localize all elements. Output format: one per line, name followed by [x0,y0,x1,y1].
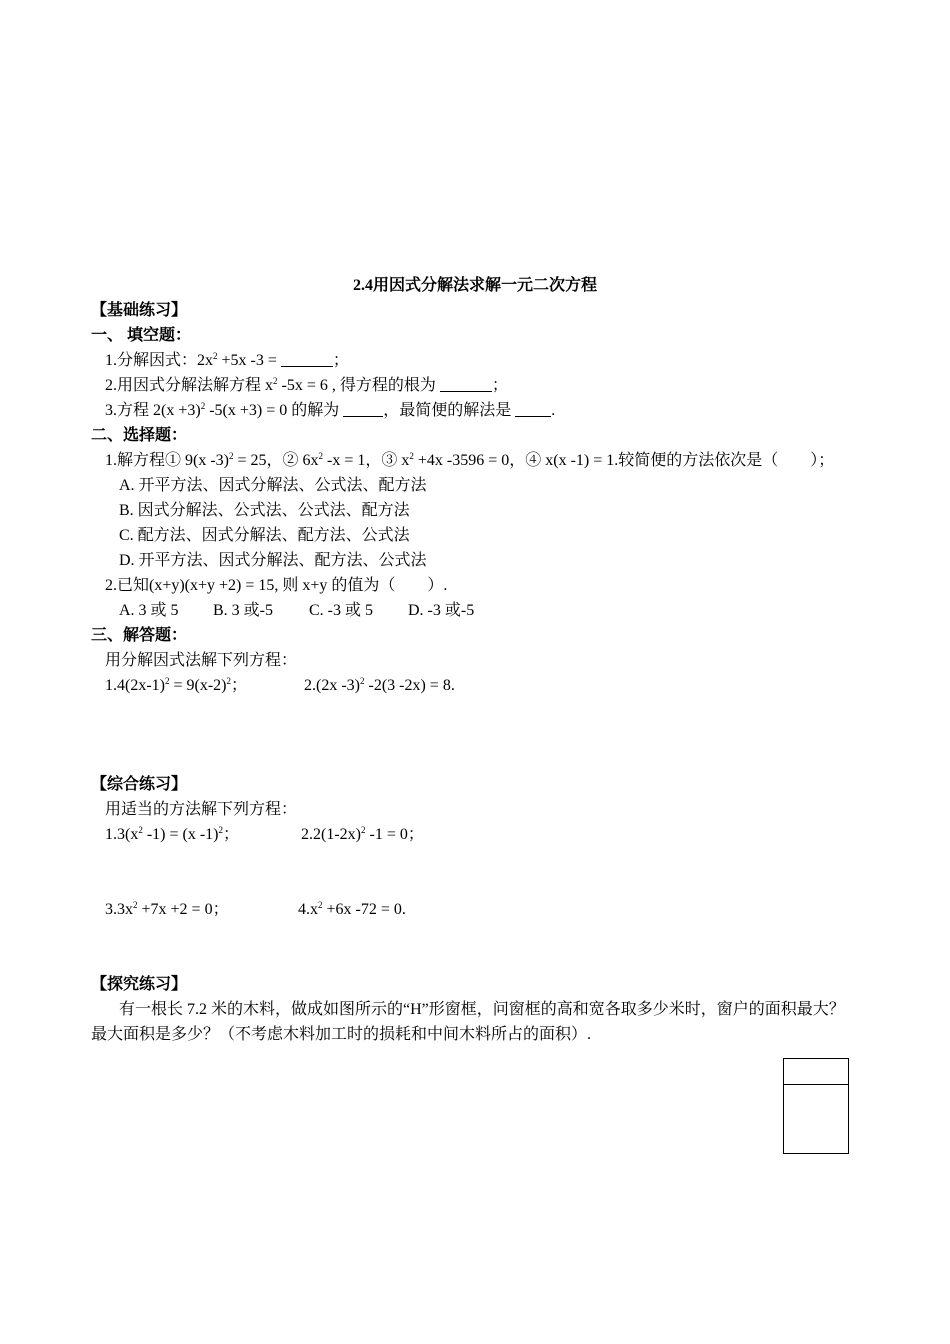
fill-q1-text-2: +5x -3 = [217,352,281,369]
superscript: 2 [409,451,414,461]
fill-q3-text-2: -5(x +3) = 0 的解为 [205,402,344,419]
answer-p1-end: ； [231,677,248,694]
superscript: 2 [229,451,234,461]
comprehensive-problem-1 [105,825,239,845]
choice-q1-option-b: B. 因式分解法、公式法、公式法、配方法 [119,502,410,519]
answer-p2-text: 2.(2x -3) [304,677,360,694]
comp-p4-text: 4.x [298,901,318,918]
window-frame-crossbar [784,1084,848,1085]
choice-q2-option-a: A. 3 或 5 [119,602,179,619]
answer-blank[interactable] [281,352,333,367]
superscript: 2 [213,351,218,361]
section-answer: 三、解答题： [91,627,188,644]
choice-q1-text-3: -x = 1，③ x [323,452,410,469]
comprehensive-problem-3 [105,900,229,920]
superscript: 2 [218,825,223,835]
fill-question-2 [105,376,508,396]
fill-question-1 [105,351,349,371]
superscript: 2 [138,825,143,835]
page-title: 2.4用因式分解法求解一元二次方程 [352,277,597,294]
superscript: 2 [200,401,206,411]
answer-p1-text-2: = 9(x-2) [169,677,227,694]
choice-question-1 [105,451,834,471]
fill-q2-text-2: -5x = 6 , 得方程的根为 [277,377,440,394]
choice-q2-option-c: C. -3 或 5 [309,602,374,619]
fill-q1-text: 1.分解因式：2x [105,352,214,369]
choice-q1-text-2: = 25，② 6x [233,452,319,469]
comp-p3-text: 3.3x [105,901,133,918]
fill-q2-end: ； [491,377,508,394]
superscript: 2 [133,900,138,910]
superscript: 2 [318,900,323,910]
explore-text-line-2: 最大面积是多少？（不考虑木料加工时的损耗和中间木料所占的面积）. [91,1026,592,1043]
answer-p2-text-2: -2(3 -2x) = 8. [364,677,455,694]
answer-intro: 用分解因式法解下列方程： [105,652,298,669]
choice-q1-text: 1.解方程① 9(x -3) [105,452,229,469]
answer-blank[interactable] [515,402,551,417]
comp-p1-end: ； [223,826,240,843]
superscript: 2 [359,676,365,686]
comp-p2-text-2: -1 = 0； [365,826,424,843]
fill-q1-end: ； [332,352,349,369]
answer-blank[interactable] [343,402,383,417]
choice-q1-option-a: A. 开平方法、因式分解法、公式法、配方法 [119,477,427,494]
choice-question-2: 2.已知(x+y)(x+y +2) = 15, 则 x+y 的值为（ ）. [105,577,448,594]
fill-q3-text: 3.方程 2(x +3) [105,402,201,419]
superscript: 2 [164,676,170,686]
choice-q1-option-d: D. 开平方法、因式分解法、配方法、公式法 [119,552,427,569]
superscript: 2 [226,676,231,686]
window-frame-figure [783,1058,849,1154]
fill-question-3 [105,401,555,421]
answer-problem-1 [105,676,247,696]
explore-text-line-1: 有一根长 7.2 米的木料，做成如图所示的“H”形窗框，问窗框的高和宽各取多少米时，窗户的面积最大？ [119,1001,845,1018]
choice-q1-text-4: +4x -3596 = 0，④ x(x -1) = 1.较简便的方法依次是（ ）； [413,452,835,469]
section-explore: 【探究练习】 [91,976,188,993]
fill-q2-text: 2.用因式分解法解方程 x [105,377,274,394]
choice-q1-option-c: C. 配方法、因式分解法、配方法、公式法 [119,527,410,544]
comprehensive-intro: 用适当的方法解下列方程： [105,801,298,818]
fill-q3-text-3: ，最简便的解法是 [383,402,516,419]
section-basic: 【基础练习】 [91,302,188,319]
comp-p3-text-2: +7x +2 = 0； [137,901,229,918]
comp-p1-text: 1.3(x [105,826,139,843]
section-fill: 一、 填空题： [91,327,192,344]
comp-p2-text: 2.2(1-2x) [301,826,361,843]
section-choice: 二、选择题： [91,427,188,444]
answer-problem-2 [304,676,455,696]
section-comprehensive: 【综合练习】 [91,776,188,793]
answer-blank[interactable] [440,377,492,392]
choice-q2-option-b: B. 3 或-5 [213,602,274,619]
answer-p1-text: 1.4(2x-1) [105,677,165,694]
superscript: 2 [360,825,366,835]
fill-q3-end: . [551,402,556,419]
superscript: 2 [273,376,278,386]
choice-q2-option-d: D. -3 或-5 [408,602,475,619]
comprehensive-problem-2 [301,825,424,845]
comp-p1-text-2: -1) = (x -1) [142,826,219,843]
comp-p4-text-2: +6x -72 = 0. [322,901,406,918]
superscript: 2 [318,451,324,461]
comprehensive-problem-4 [298,900,406,920]
